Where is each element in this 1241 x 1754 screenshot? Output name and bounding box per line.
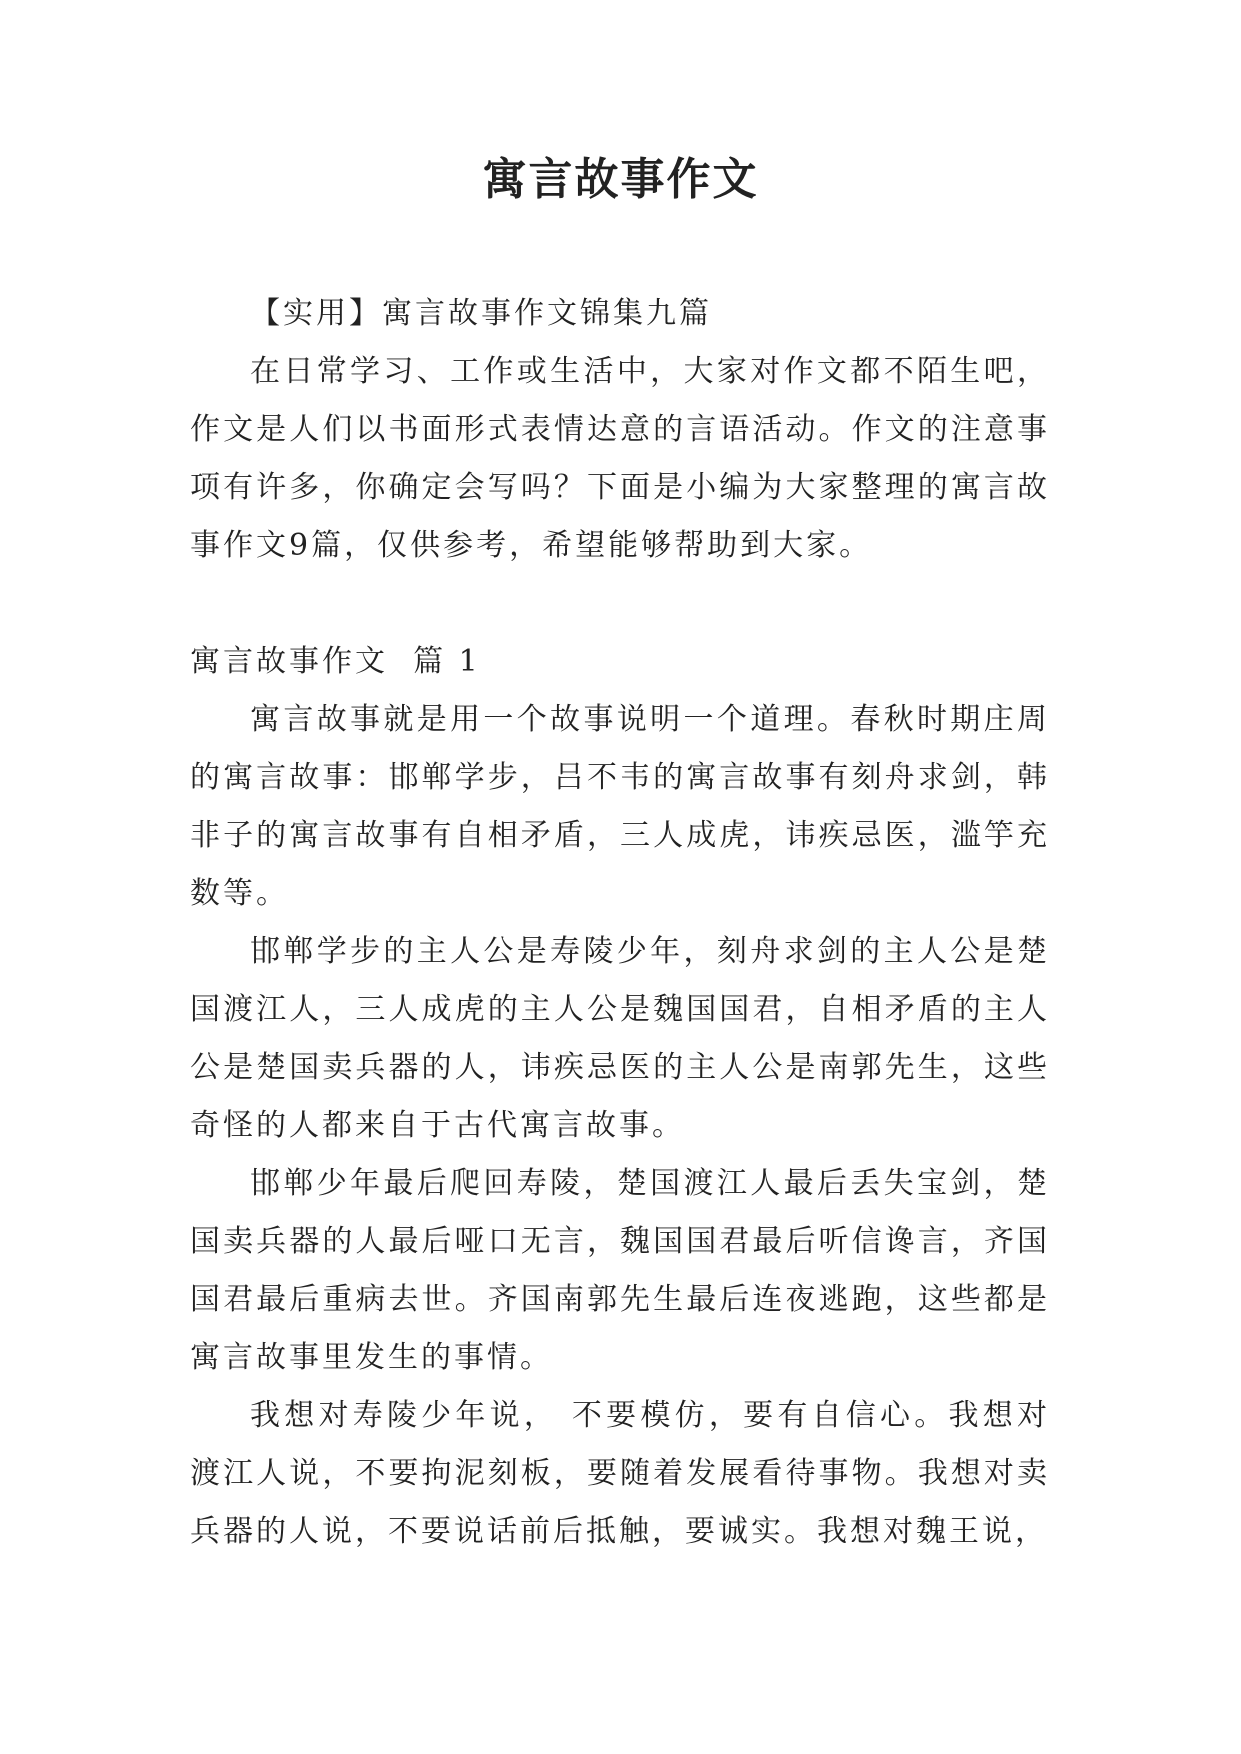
document-body [190,285,1050,1561]
paragraph-3: 邯郸少年最后爬回寿陵，楚国渡江人最后丢失宝剑，楚国卖兵器的人最后哑口无言，魏国国君最后听信谗言，齐国国君最后重病去世。齐国南郭先生最后连夜逃跑，这些都是寓言故事里发生的事情。 [190,1166,1050,1375]
paragraph-1: 寓言故事就是用一个故事说明一个道理。春秋时期庄周的寓言故事：邯郸学步，吕不韦的寓言故事有刻舟求剑，韩非子的寓言故事有自相矛盾，三人成虎，讳疾忌医，滥竽充数等。 [190,702,1050,911]
intro-paragraph: 在日常学习、工作或生活中，大家对作文都不陌生吧，作文是人们以书面形式表情达意的言语活动。作文的注意事项有许多，你确定会写吗？下面是小编为大家整理的寓言故事作文9篇，仅供参考，希望能够帮助到大家。 [190,354,1050,563]
document-title: 寓言故事作文 [482,154,759,205]
paragraph-4: 我想对寿陵少年说， 不要模仿，要有自信心。我想对渡江人说，不要拘泥刻板，要随着发展看待事物。我想对卖兵器的人说，不要说话前后抵触，要诚实。我想对魏王说， [190,1398,1050,1549]
intro-subtitle: 【实用】寓言故事作文锦集九篇 [250,296,712,331]
spacer [190,575,1050,633]
section-heading: 寓言故事作文 篇 1 [190,644,481,679]
paragraph-2: 邯郸学步的主人公是寿陵少年，刻舟求剑的主人公是楚国渡江人，三人成虎的主人公是魏国国君，自相矛盾的主人公是楚国卖兵器的人，讳疾忌医的主人公是南郭先生，这些奇怪的人都来自于古代寓言故事。 [190,934,1050,1143]
